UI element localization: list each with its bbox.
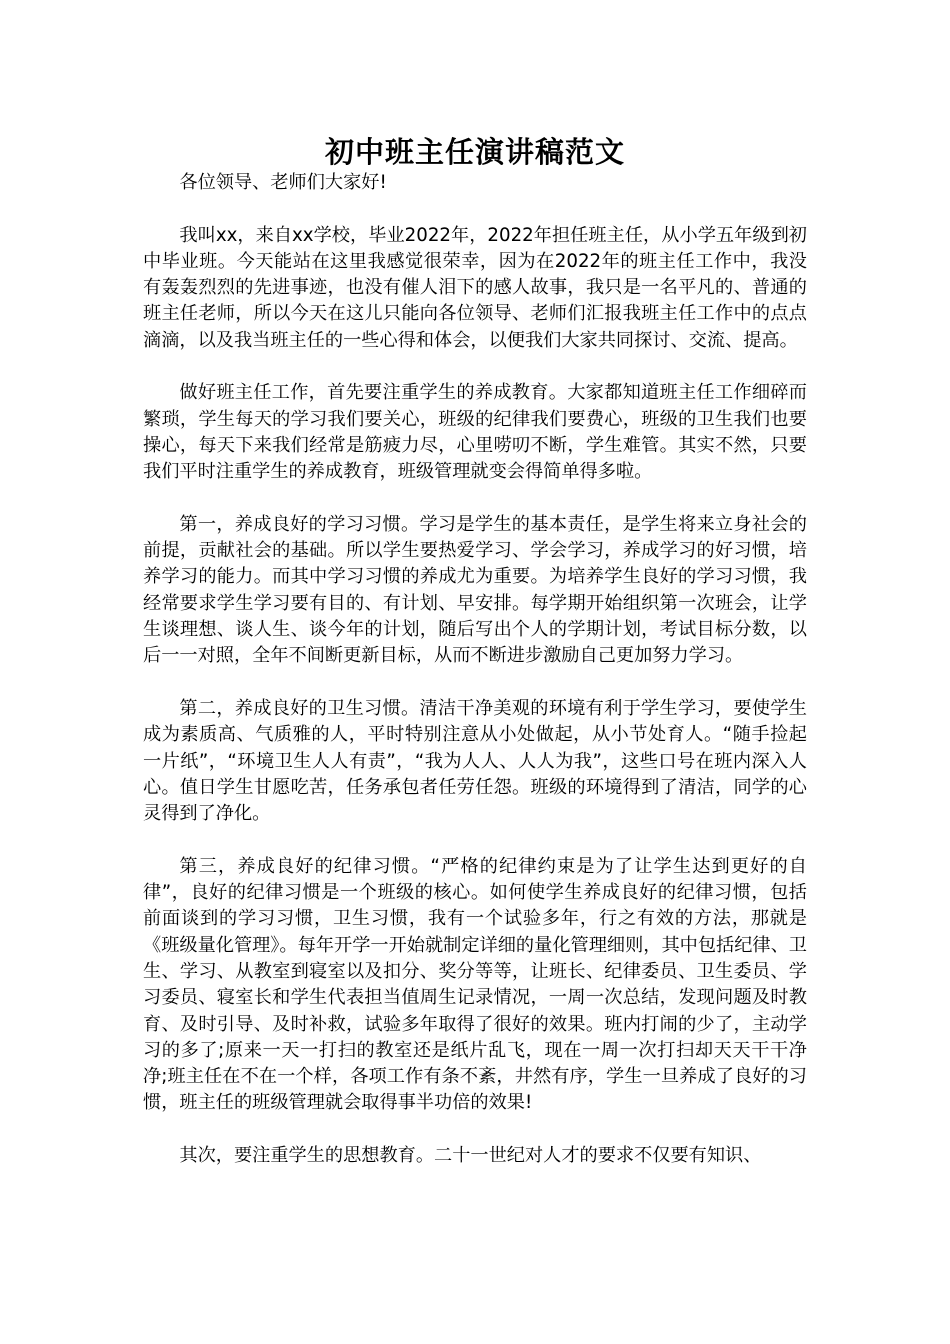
document-body [143, 170, 807, 1196]
paragraph-discipline-habit: 第三，养成良好的纪律习惯。“严格的纪律约束是为了让学生达到更好的自律”，良好的纪律习惯是一个班级的核心。如何使学生养成良好的纪律习惯，包括前面谈到的学习习惯，卫生习惯，我有一个试验多年，行之有效的方法，那就是《班级量化管理》。每年开学一开始就制定详细的量化管理细则，其中包括纪律、卫生、学习、从教室到寝室以及扣分、奖分等等，让班长、纪律委员、卫生委员、学习委员、寝室长和学生代表担当值周生记录情况，一周一次总结，发现问题及时教育、及时引导、及时补救，试验多年取得了很好的效果。班内打闹的少了，主动学习的多了;原来一天一打扫的教室还是纸片乱飞，现在一周一次打扫却天天干干净净;班主任在不在一个样，各项工作有条不紊，井然有序，学生一旦养成了良好的习惯，班主任的班级管理就会取得事半功倍的效果! [143, 855, 807, 1114]
paragraph-study-habit: 第一，养成良好的学习习惯。学习是学生的基本责任，是学生将来立身社会的前提，贡献社会的基础。所以学生要热爱学习、学会学习，养成学习的好习惯，培养学习的能力。而其中学习习惯的养成尤为重要。为培养学生良好的学习习惯，我经常要求学生学习要有目的、有计划、早安排。每学期开始组织第一次班会，让学生谈理想、谈人生、谈今年的计划，随后写出个人的学期计划，考试目标分数，以后一一对照，全年不间断更新目标，从而不断进步激励自己更加努力学习。 [143, 513, 807, 667]
greeting-paragraph: 各位领导、老师们大家好! [179, 172, 387, 193]
paragraph-hygiene-habit: 第二，养成良好的卫生习惯。清洁干净美观的环境有利于学生学习，要使学生成为素质高、气质雅的人，平时特别注意从小处做起，从小节处育人。“随手捡起一片纸”，“环境卫生人人有责”，“我为人人、人人为我”，这些口号在班内深入人心。值日学生甘愿吃苦，任务承包者任劳任怨。班级的环境得到了清洁，同学的心灵得到了净化。 [143, 697, 807, 825]
paragraph-habit-education: 做好班主任工作，首先要注重学生的养成教育。大家都知道班主任工作细碎而繁琐，学生每天的学习我们要关心，班级的纪律我们要费心，班级的卫生我们也要操心，每天下来我们经常是筋疲力尽，心里唠叨不断，学生难管。其实不然，只要我们平时注重学生的养成教育，班级管理就变会得简单得多啦。 [143, 382, 807, 483]
page-title: 初中班主任演讲稿范文 [324, 135, 625, 169]
paragraph-intro: 我叫xx，来自xx学校，毕业2022年，2022年担任班主任，从小学五年级到初中毕业班。今天能站在这里我感觉很荣幸，因为在2022年的班主任工作中，我没有轰轰烈烈的先进事迹，也没有催人泪下的感人故事，我只是一名平凡的、普通的班主任老师，所以今天在这儿只能向各位领导、老师们汇报我班主任工作中的点点滴滴，以及我当班主任的一些心得和体会，以便我们大家共同探讨、交流、提高。 [143, 224, 807, 351]
paragraph-thought-education: 其次，要注重学生的思想教育。二十一世纪对人才的要求不仅要有知识、 [179, 1144, 762, 1166]
